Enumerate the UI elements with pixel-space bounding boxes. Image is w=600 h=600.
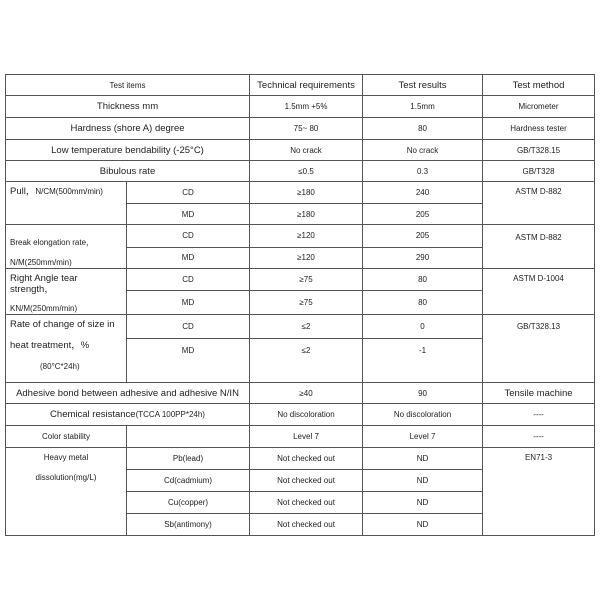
method-break: ASTM D-882 (483, 225, 595, 269)
method-adhesive: Tensile machine (483, 383, 595, 404)
size-md-label: MD (127, 339, 250, 383)
item-chemical (6, 404, 250, 426)
break-cd-req: ≥120 (250, 225, 363, 248)
req-low-temp: No crack (250, 140, 363, 161)
item-heavy-metal-line1: Heavy metal (43, 453, 89, 462)
item-chemical-label: Chemical resistance (50, 409, 136, 420)
result-color: Level 7 (363, 426, 483, 448)
item-heavy-metal-line2: dissolution(mg/L) (35, 473, 97, 482)
item-pull-label: Pull， (10, 186, 36, 197)
header-test-items: Test items (6, 75, 250, 96)
table-row-color (6, 426, 595, 448)
tear-md-label: MD (127, 291, 250, 315)
metal-req: Not checked out (250, 492, 363, 514)
req-color: Level 7 (250, 426, 363, 448)
pull-cd-req: ≥180 (250, 182, 363, 204)
item-tear (6, 269, 127, 315)
item-break-line2: N/M(250mm/min) (10, 258, 72, 267)
item-low-temp: Low temperature bendability (-25°C) (6, 140, 250, 161)
item-size-line2: heat treatment，% (10, 340, 90, 351)
tear-cd-req: ≥75 (250, 269, 363, 291)
metal-req: Not checked out (250, 448, 363, 470)
tear-cd-result: 80 (363, 269, 483, 291)
item-bibulous: Bibulous rate (6, 161, 250, 182)
table-row-adhesive (6, 383, 595, 404)
method-pull: ASTM D-882 (483, 182, 595, 225)
size-cd-req: ≤2 (250, 315, 363, 339)
table-row-tear-cd (6, 269, 595, 291)
item-tear-line1: Right Angle tear strength， (10, 273, 78, 295)
size-md-req: ≤2 (250, 339, 363, 383)
result-adhesive: 90 (363, 383, 483, 404)
break-cd-result: 205 (363, 225, 483, 248)
metal-req: Not checked out (250, 514, 363, 536)
method-size-change: GB/T328.13 (483, 315, 595, 383)
header-technical-requirements: Technical requirements (250, 75, 363, 96)
table-row-metal-pb (6, 448, 595, 470)
metal-result: ND (363, 514, 483, 536)
table-row-thickness (6, 96, 595, 118)
size-md-result: -1 (363, 339, 483, 383)
req-chemical: No discoloration (250, 404, 363, 426)
result-chemical: No discoloration (363, 404, 483, 426)
table-row-bibulous (6, 161, 595, 182)
size-cd-label: CD (127, 315, 250, 339)
method-color: ---- (483, 426, 595, 448)
size-cd-result: 0 (363, 315, 483, 339)
item-adhesive: Adhesive bond between adhesive and adhesive N/IN (6, 383, 250, 404)
header-test-results: Test results (363, 75, 483, 96)
item-break (6, 225, 127, 269)
header-test-method: Test method (483, 75, 595, 96)
item-tear-line2: KN/M(250mm/min) (10, 304, 78, 313)
item-hardness: Hardness (shore A) degree (6, 118, 250, 140)
tear-md-result: 80 (363, 291, 483, 315)
metal-name: Pb(lead) (127, 448, 250, 470)
item-size-change (6, 315, 127, 383)
spec-sheet (5, 74, 594, 536)
result-hardness: 80 (363, 118, 483, 140)
method-tear: ASTM D-1004 (483, 269, 595, 315)
item-color-sub (127, 426, 250, 448)
table-row-low-temp (6, 140, 595, 161)
pull-md-result: 205 (363, 204, 483, 225)
pull-cd-label: CD (127, 182, 250, 204)
req-hardness: 75~ 80 (250, 118, 363, 140)
item-heavy-metal (6, 448, 127, 536)
req-adhesive: ≥40 (250, 383, 363, 404)
metal-name: Sb(antimony) (127, 514, 250, 536)
result-bibulous: 0.3 (363, 161, 483, 182)
table-header-row (6, 75, 595, 96)
metal-result: ND (363, 492, 483, 514)
break-md-req: ≥120 (250, 247, 363, 269)
table-row-break-cd (6, 225, 595, 248)
method-bibulous: GB/T328 (483, 161, 595, 182)
item-color: Color stability (6, 426, 127, 448)
pull-md-label: MD (127, 204, 250, 225)
item-size-line3: (80°C*24h) (40, 362, 80, 371)
req-bibulous: ≤0.5 (250, 161, 363, 182)
test-results-table (5, 74, 595, 536)
method-low-temp: GB/T328.15 (483, 140, 595, 161)
result-low-temp: No crack (363, 140, 483, 161)
metal-name: Cu(copper) (127, 492, 250, 514)
item-break-line1: Break elongation rate， (10, 238, 95, 247)
metal-result: ND (363, 470, 483, 492)
table-row-hardness (6, 118, 595, 140)
item-pull (6, 182, 127, 225)
pull-md-req: ≥180 (250, 204, 363, 225)
method-heavy-metal: EN71-3 (483, 448, 595, 536)
method-chemical: ---- (483, 404, 595, 426)
item-chemical-condition: (TCCA 100PP*24h) (135, 410, 205, 419)
pull-cd-result: 240 (363, 182, 483, 204)
metal-name: Cd(cadmium) (127, 470, 250, 492)
tear-cd-label: CD (127, 269, 250, 291)
break-cd-label: CD (127, 225, 250, 248)
item-pull-unit: N/CM(500mm/min) (35, 187, 103, 196)
break-md-result: 290 (363, 247, 483, 269)
req-thickness: 1.5mm +5% (250, 96, 363, 118)
method-thickness: Micrometer (483, 96, 595, 118)
method-hardness: Hardness tester (483, 118, 595, 140)
metal-req: Not checked out (250, 470, 363, 492)
item-thickness: Thickness mm (6, 96, 250, 118)
table-row-chemical (6, 404, 595, 426)
metal-result: ND (363, 448, 483, 470)
tear-md-req: ≥75 (250, 291, 363, 315)
table-row-size-cd (6, 315, 595, 339)
break-md-label: MD (127, 247, 250, 269)
result-thickness: 1.5mm (363, 96, 483, 118)
item-size-line1: Rate of change of size in (10, 319, 115, 330)
table-row-pull-cd (6, 182, 595, 204)
